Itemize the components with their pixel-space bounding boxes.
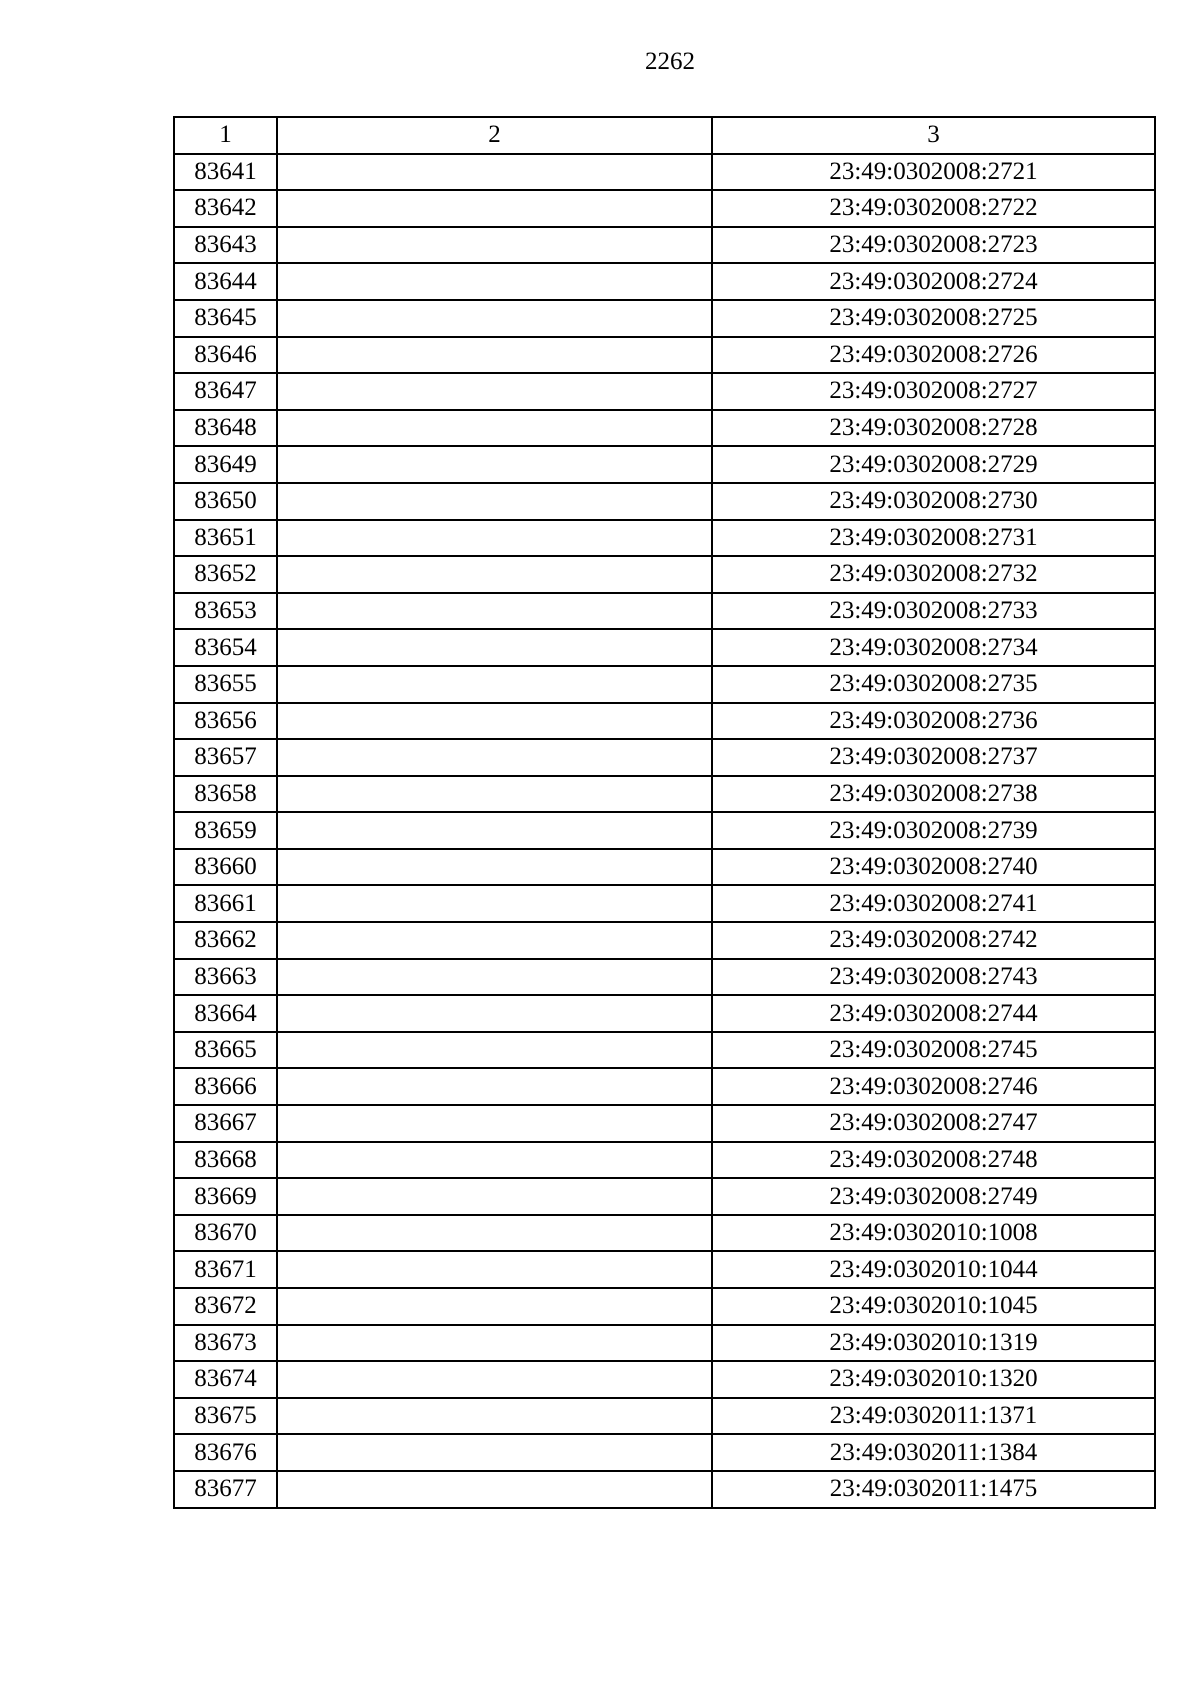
description-cell xyxy=(277,1105,712,1142)
row-number-cell: 83647 xyxy=(174,373,277,410)
cadastral-number-cell: 23:49:0302008:2724 xyxy=(712,263,1155,300)
cadastral-number-cell: 23:49:0302008:2745 xyxy=(712,1032,1155,1069)
row-number-cell: 83664 xyxy=(174,995,277,1032)
table-row xyxy=(174,227,1155,264)
table-row xyxy=(174,812,1155,849)
cadastral-number-cell: 23:49:0302008:2738 xyxy=(712,776,1155,813)
row-number-cell: 83645 xyxy=(174,300,277,337)
row-number-cell: 83653 xyxy=(174,593,277,630)
column-header-2: 2 xyxy=(277,117,712,154)
description-cell xyxy=(277,995,712,1032)
table-row xyxy=(174,776,1155,813)
table-row xyxy=(174,190,1155,227)
column-header-3: 3 xyxy=(712,117,1155,154)
cadastral-number-cell: 23:49:0302010:1320 xyxy=(712,1361,1155,1398)
table-row xyxy=(174,703,1155,740)
cadastral-number-cell: 23:49:0302008:2749 xyxy=(712,1178,1155,1215)
description-cell xyxy=(277,1361,712,1398)
table-row xyxy=(174,483,1155,520)
cadastral-number-cell: 23:49:0302008:2726 xyxy=(712,337,1155,374)
row-number-cell: 83641 xyxy=(174,154,277,191)
table-row xyxy=(174,995,1155,1032)
description-cell xyxy=(277,812,712,849)
cadastral-number-cell: 23:49:0302008:2742 xyxy=(712,922,1155,959)
description-cell xyxy=(277,410,712,447)
cadastral-number-cell: 23:49:0302008:2744 xyxy=(712,995,1155,1032)
row-number-cell: 83643 xyxy=(174,227,277,264)
cadastral-number-cell: 23:49:0302008:2725 xyxy=(712,300,1155,337)
description-cell xyxy=(277,593,712,630)
row-number-cell: 83666 xyxy=(174,1068,277,1105)
table-row xyxy=(174,1251,1155,1288)
description-cell xyxy=(277,629,712,666)
description-cell xyxy=(277,922,712,959)
row-number-cell: 83660 xyxy=(174,849,277,886)
table-row xyxy=(174,959,1155,996)
row-number-cell: 83674 xyxy=(174,1361,277,1398)
table-header xyxy=(174,117,1155,154)
cadastral-number-cell: 23:49:0302011:1384 xyxy=(712,1434,1155,1471)
description-cell xyxy=(277,1142,712,1179)
cadastral-table xyxy=(173,116,1156,1509)
table-row xyxy=(174,1068,1155,1105)
description-cell xyxy=(277,227,712,264)
description-cell xyxy=(277,154,712,191)
description-cell xyxy=(277,666,712,703)
row-number-cell: 83651 xyxy=(174,520,277,557)
cadastral-number-cell: 23:49:0302008:2721 xyxy=(712,154,1155,191)
table-row xyxy=(174,446,1155,483)
description-cell xyxy=(277,1215,712,1252)
description-cell xyxy=(277,373,712,410)
cadastral-number-cell: 23:49:0302008:2729 xyxy=(712,446,1155,483)
row-number-cell: 83671 xyxy=(174,1251,277,1288)
table-row xyxy=(174,373,1155,410)
description-cell xyxy=(277,1434,712,1471)
cadastral-number-cell: 23:49:0302008:2741 xyxy=(712,885,1155,922)
cadastral-number-cell: 23:49:0302011:1475 xyxy=(712,1471,1155,1508)
description-cell xyxy=(277,703,712,740)
row-number-cell: 83649 xyxy=(174,446,277,483)
table-row xyxy=(174,520,1155,557)
row-number-cell: 83661 xyxy=(174,885,277,922)
row-number-cell: 83652 xyxy=(174,556,277,593)
row-number-cell: 83648 xyxy=(174,410,277,447)
description-cell xyxy=(277,300,712,337)
cadastral-number-cell: 23:49:0302008:2743 xyxy=(712,959,1155,996)
cadastral-number-cell: 23:49:0302010:1045 xyxy=(712,1288,1155,1325)
table-row xyxy=(174,154,1155,191)
table-row xyxy=(174,410,1155,447)
column-header-1: 1 xyxy=(174,117,277,154)
table-row xyxy=(174,593,1155,630)
row-number-cell: 83670 xyxy=(174,1215,277,1252)
description-cell xyxy=(277,739,712,776)
description-cell xyxy=(277,1325,712,1362)
table-row xyxy=(174,1142,1155,1179)
row-number-cell: 83676 xyxy=(174,1434,277,1471)
table-row xyxy=(174,1105,1155,1142)
description-cell xyxy=(277,1178,712,1215)
cadastral-number-cell: 23:49:0302008:2739 xyxy=(712,812,1155,849)
description-cell xyxy=(277,556,712,593)
table-row xyxy=(174,263,1155,300)
cadastral-number-cell: 23:49:0302008:2733 xyxy=(712,593,1155,630)
row-number-cell: 83654 xyxy=(174,629,277,666)
description-cell xyxy=(277,776,712,813)
cadastral-number-cell: 23:49:0302008:2730 xyxy=(712,483,1155,520)
row-number-cell: 83675 xyxy=(174,1398,277,1435)
description-cell xyxy=(277,263,712,300)
cadastral-number-cell: 23:49:0302008:2722 xyxy=(712,190,1155,227)
row-number-cell: 83646 xyxy=(174,337,277,374)
row-number-cell: 83657 xyxy=(174,739,277,776)
table-body xyxy=(174,154,1155,1508)
row-number-cell: 83659 xyxy=(174,812,277,849)
row-number-cell: 83669 xyxy=(174,1178,277,1215)
row-number-cell: 83642 xyxy=(174,190,277,227)
table-row xyxy=(174,885,1155,922)
row-number-cell: 83665 xyxy=(174,1032,277,1069)
table-row xyxy=(174,739,1155,776)
table-row xyxy=(174,1215,1155,1252)
header-row xyxy=(174,117,1155,154)
table-row xyxy=(174,1398,1155,1435)
cadastral-number-cell: 23:49:0302008:2732 xyxy=(712,556,1155,593)
row-number-cell: 83658 xyxy=(174,776,277,813)
description-cell xyxy=(277,849,712,886)
cadastral-number-cell: 23:49:0302008:2736 xyxy=(712,703,1155,740)
cadastral-number-cell: 23:49:0302011:1371 xyxy=(712,1398,1155,1435)
row-number-cell: 83663 xyxy=(174,959,277,996)
description-cell xyxy=(277,337,712,374)
page-number: 2262 xyxy=(645,48,695,75)
cadastral-number-cell: 23:49:0302008:2723 xyxy=(712,227,1155,264)
row-number-cell: 83668 xyxy=(174,1142,277,1179)
row-number-cell: 83672 xyxy=(174,1288,277,1325)
table-row xyxy=(174,1361,1155,1398)
table-row xyxy=(174,300,1155,337)
row-number-cell: 83644 xyxy=(174,263,277,300)
row-number-cell: 83662 xyxy=(174,922,277,959)
row-number-cell: 83656 xyxy=(174,703,277,740)
description-cell xyxy=(277,1251,712,1288)
cadastral-number-cell: 23:49:0302010:1044 xyxy=(712,1251,1155,1288)
cadastral-number-cell: 23:49:0302008:2731 xyxy=(712,520,1155,557)
row-number-cell: 83673 xyxy=(174,1325,277,1362)
description-cell xyxy=(277,483,712,520)
cadastral-number-cell: 23:49:0302010:1319 xyxy=(712,1325,1155,1362)
row-number-cell: 83677 xyxy=(174,1471,277,1508)
description-cell xyxy=(277,1398,712,1435)
cadastral-number-cell: 23:49:0302008:2735 xyxy=(712,666,1155,703)
table-row xyxy=(174,849,1155,886)
table-row xyxy=(174,1288,1155,1325)
description-cell xyxy=(277,1068,712,1105)
cadastral-number-cell: 23:49:0302008:2746 xyxy=(712,1068,1155,1105)
description-cell xyxy=(277,1288,712,1325)
row-number-cell: 83655 xyxy=(174,666,277,703)
description-cell xyxy=(277,190,712,227)
cadastral-number-cell: 23:49:0302008:2748 xyxy=(712,1142,1155,1179)
description-cell xyxy=(277,885,712,922)
cadastral-number-cell: 23:49:0302008:2737 xyxy=(712,739,1155,776)
row-number-cell: 83650 xyxy=(174,483,277,520)
description-cell xyxy=(277,520,712,557)
cadastral-number-cell: 23:49:0302008:2727 xyxy=(712,373,1155,410)
cadastral-number-cell: 23:49:0302008:2728 xyxy=(712,410,1155,447)
cadastral-number-cell: 23:49:0302008:2747 xyxy=(712,1105,1155,1142)
cadastral-number-cell: 23:49:0302008:2740 xyxy=(712,849,1155,886)
description-cell xyxy=(277,959,712,996)
description-cell xyxy=(277,1471,712,1508)
table-row xyxy=(174,1325,1155,1362)
row-number-cell: 83667 xyxy=(174,1105,277,1142)
table-row xyxy=(174,666,1155,703)
cadastral-number-cell: 23:49:0302008:2734 xyxy=(712,629,1155,666)
table-row xyxy=(174,1032,1155,1069)
description-cell xyxy=(277,1032,712,1069)
table-row xyxy=(174,1434,1155,1471)
table-row xyxy=(174,337,1155,374)
description-cell xyxy=(277,446,712,483)
table-row xyxy=(174,556,1155,593)
table-row xyxy=(174,1471,1155,1508)
table-row xyxy=(174,1178,1155,1215)
cadastral-number-cell: 23:49:0302010:1008 xyxy=(712,1215,1155,1252)
table-row xyxy=(174,629,1155,666)
table-row xyxy=(174,922,1155,959)
